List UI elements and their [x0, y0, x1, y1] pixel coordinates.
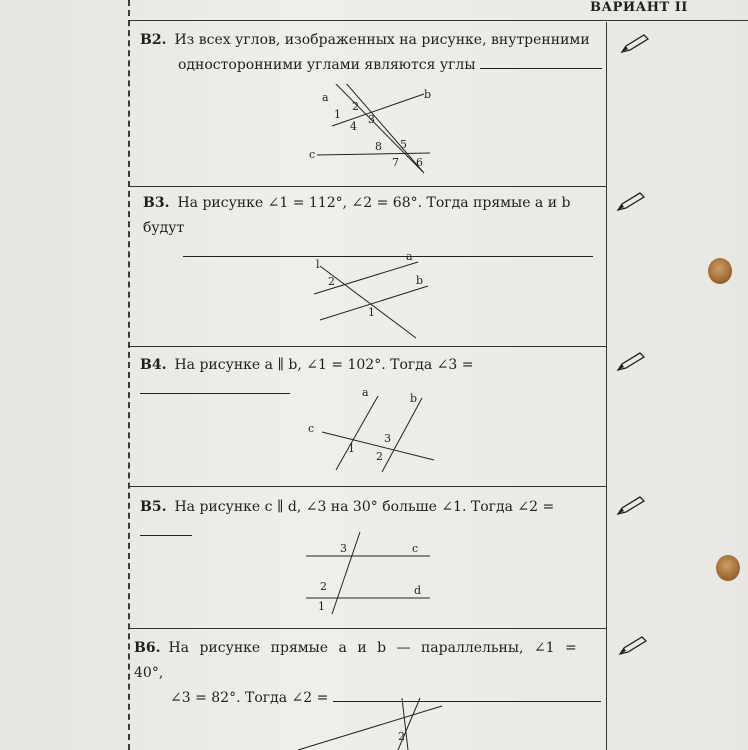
- task-separator: [128, 346, 606, 347]
- task-number: B4.: [140, 357, 167, 373]
- punch-hole: [708, 258, 732, 284]
- task-number: B5.: [140, 499, 167, 515]
- pen-icon: [614, 190, 648, 214]
- answer-blank[interactable]: [140, 379, 290, 394]
- label-b: b: [424, 88, 432, 101]
- task-text: На рисунке a ∥ b, ∠1 = 102°. Тогда ∠3 =: [174, 357, 474, 373]
- answer-blank[interactable]: [480, 54, 602, 69]
- diagram-b6: [290, 694, 450, 750]
- label-c: c: [309, 148, 316, 161]
- diagram-b3: [306, 250, 436, 350]
- pen-icon: [614, 350, 648, 374]
- label-2: 2: [320, 580, 327, 593]
- diagram-b5: [300, 526, 440, 618]
- task-number: B6.: [134, 640, 161, 656]
- diagram-b4: [300, 384, 445, 479]
- variant-label: ВАРИАНТ II: [590, 0, 688, 15]
- cut-line: [128, 0, 130, 750]
- label-3: 3: [384, 432, 391, 445]
- label-7: 7: [392, 156, 399, 169]
- task-text: На рисунке ∠1 = 112°, ∠2 = 68°. Тогда прямые a и b будут: [143, 195, 571, 236]
- pen-icon: [614, 494, 648, 518]
- pen-icon: [616, 634, 650, 658]
- label-1: 1: [368, 306, 375, 319]
- label-d: d: [414, 584, 422, 597]
- label-2: 2: [352, 100, 359, 113]
- label-1: 1: [334, 108, 341, 121]
- label-2: 2: [376, 450, 383, 463]
- diagram-b2: [300, 84, 450, 174]
- label-1: 1: [348, 442, 355, 455]
- task-separator: [128, 186, 606, 187]
- task-text: односторонними углами являются углы: [178, 57, 476, 73]
- task-number: B3.: [143, 195, 170, 211]
- punch-hole: [716, 555, 740, 581]
- label-6: 6: [416, 156, 423, 169]
- label-4: 4: [350, 120, 357, 133]
- label-3: 3: [368, 113, 375, 126]
- task-text: ∠3 = 82°. Тогда ∠2 =: [170, 690, 329, 706]
- pen-icon: [618, 32, 652, 56]
- label-b: b: [416, 274, 424, 287]
- task-text: Из всех углов, изображенных на рисунке, внутренними: [174, 32, 590, 48]
- answer-blank[interactable]: [140, 521, 192, 536]
- task-separator: [128, 628, 606, 629]
- task-text: На рисунке c ∥ d, ∠3 на 30° больше ∠1. Тогда ∠2 =: [174, 499, 555, 515]
- task-b2: [140, 28, 605, 78]
- label-3: 3: [340, 542, 347, 555]
- label-a: a: [362, 386, 369, 399]
- label-a: a: [322, 91, 329, 104]
- label-1: 1: [318, 600, 325, 613]
- label-c: c: [412, 542, 419, 555]
- label-8: 8: [375, 140, 382, 153]
- task-separator: [128, 486, 606, 487]
- label-2: 2: [398, 730, 405, 743]
- answer-column-rule: [606, 22, 607, 750]
- task-text: На рисунке прямые a и b — параллельны, ∠1 = 40°,: [134, 640, 577, 681]
- task-number: B2.: [140, 32, 167, 48]
- label-2: 2: [328, 275, 335, 288]
- label-5: 5: [400, 138, 407, 151]
- label-b: b: [410, 392, 418, 405]
- label-c: c: [308, 422, 315, 435]
- label-l: l: [316, 258, 320, 271]
- label-a: a: [406, 250, 413, 263]
- header-rule: [128, 20, 748, 21]
